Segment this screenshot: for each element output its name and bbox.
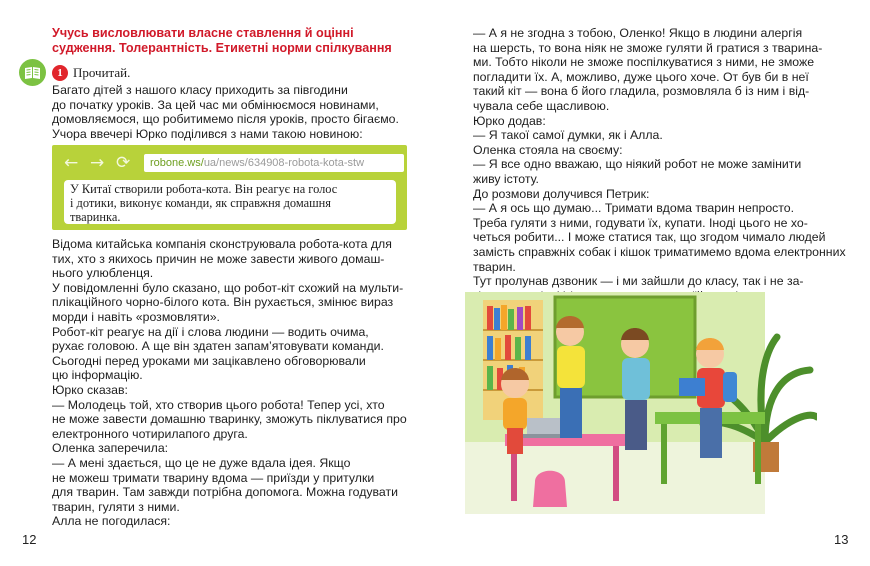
story-text-left xyxy=(52,237,407,529)
refresh-icon: ⟳ xyxy=(116,153,131,173)
text-line: цю інформацію. xyxy=(52,368,143,383)
book-icon xyxy=(19,59,46,86)
intro-paragraph xyxy=(52,83,407,141)
text-line: тих, хто з якихось причин не може завести живого домаш- xyxy=(52,251,385,266)
text-line: До розмови долучився Петрик: xyxy=(473,186,650,201)
browser-nav-bar xyxy=(64,153,394,173)
browser-illustration xyxy=(52,145,407,230)
text-line: рухає головою. А ще він здатен запам’ятовувати команди. xyxy=(52,339,384,354)
page-number-left: 12 xyxy=(22,532,37,547)
text-line: не можеш тримати тварину вдома — приїзди у притулки xyxy=(52,470,375,485)
news-line: У Китаї створили робота-кота. Він реагує на голос xyxy=(70,182,338,196)
text-line: морди і навіть «розмовляти». xyxy=(52,309,220,324)
text-line: Треба гуляти з ними, годувати їх, купати. Іноді цього не хо- xyxy=(473,215,808,230)
url-path: ua/news/634908-robota-kota-stw xyxy=(203,157,365,169)
news-line: тваринка. xyxy=(70,210,121,224)
news-snippet xyxy=(64,180,396,224)
text-line: до початку уроків. За цей час ми обмінюємося новинами, xyxy=(52,97,379,112)
heading-line: Учусь висловлювати власне ставлення й оцінні xyxy=(52,26,354,40)
task-number-badge: 1 xyxy=(52,65,68,81)
text-line: Тут пролунав дзвоник — і ми зайшли до класу, так і не за- xyxy=(473,274,804,289)
text-line: Оленка стояла на своєму: xyxy=(473,142,623,157)
text-line: Учора ввечері Юрко поділився з нами такою новиною: xyxy=(52,126,363,141)
text-line: замість справжніх собак і кішок триматимемо вдома електронних xyxy=(473,244,846,259)
url-host: robone.ws/ xyxy=(150,157,204,169)
text-line: нього улюбленця. xyxy=(52,266,154,281)
task-instruction: Прочитай. xyxy=(73,65,131,80)
text-line: Сьогодні перед уроками ми зацікавлено обговорювали xyxy=(52,353,366,368)
url-bar xyxy=(144,154,404,172)
text-line: Юрко сказав: xyxy=(52,382,128,397)
text-line: електронного чотирилапого друга. xyxy=(52,426,248,441)
text-line: Робот-кіт реагує на дії і слова людини — водить очима, xyxy=(52,324,369,339)
text-line: живу істоту. xyxy=(473,171,539,186)
text-line: плікаційного чорно-білого кота. Він рухається, змінює вираз xyxy=(52,295,394,310)
text-line: Оленка заперечила: xyxy=(52,441,169,456)
text-line: тварин. xyxy=(473,259,516,274)
text-line: тварин, гуляти з ними. xyxy=(52,499,180,514)
page-number-right: 13 xyxy=(834,532,849,547)
lesson-heading xyxy=(52,26,412,56)
text-line: такий кіт — вона б його гладила, розмовляла б із ним і від- xyxy=(473,84,810,99)
story-text-right xyxy=(473,26,846,303)
text-line: Юрко додав: xyxy=(473,113,546,128)
text-line: — А мені здається, що це не дуже вдала ідея. Якщо xyxy=(52,455,351,470)
text-line: не може завести домашню тваринку, зможуть піклуватися про xyxy=(52,412,407,427)
text-line: погладити їх. А, можливо, дуже цього хоче. От був би в неї xyxy=(473,69,809,84)
text-line: Алла не погодилася: xyxy=(52,514,171,529)
text-line: Багато дітей з нашого класу приходить за півгодини xyxy=(52,83,348,97)
text-line: Відома китайська компанія сконструювала робота-кота для xyxy=(52,237,392,251)
text-line: на шерсть, то вона ніяк не зможе гуляти й гратися з тварина- xyxy=(473,40,823,55)
news-line: і дотики, виконує команди, як справжня домашня xyxy=(70,196,331,210)
text-line: чувала себе щасливою. xyxy=(473,98,610,113)
text-line: домовляємося, що робитимемо після уроків, просто бігаємо. xyxy=(52,112,399,127)
text-line: ми. Тобто ніколи не зможе поспілкуватися з ними, не зможе xyxy=(473,55,815,70)
back-arrow-icon: ← xyxy=(64,153,79,173)
text-line: для тварин. Там завжди потрібна допомога. Можна годувати xyxy=(52,485,398,500)
text-line: — А я не згодна з тобою, Оленко! Якщо в людини алергія xyxy=(473,26,803,40)
text-line: — А я ось що думаю... Тримати вдома тварин непросто. xyxy=(473,201,795,216)
forward-arrow-icon: → xyxy=(90,153,105,173)
text-line: У повідомленні було сказано, що робот-кіт схожий на мульти- xyxy=(52,280,404,295)
text-line: — Я такої самої думки, як і Алла. xyxy=(473,128,663,143)
classroom-illustration xyxy=(465,292,817,514)
text-line: четься робити... І може статися так, що згодом чимало людей xyxy=(473,230,826,245)
text-line: — Молодець той, хто створив цього робота! Тепер усі, хто xyxy=(52,397,385,412)
text-line: — Я все одно вважаю, що ніякий робот не може замінити xyxy=(473,157,802,172)
heading-line: судження. Толерантність. Етикетні норми спілкування xyxy=(52,41,392,55)
